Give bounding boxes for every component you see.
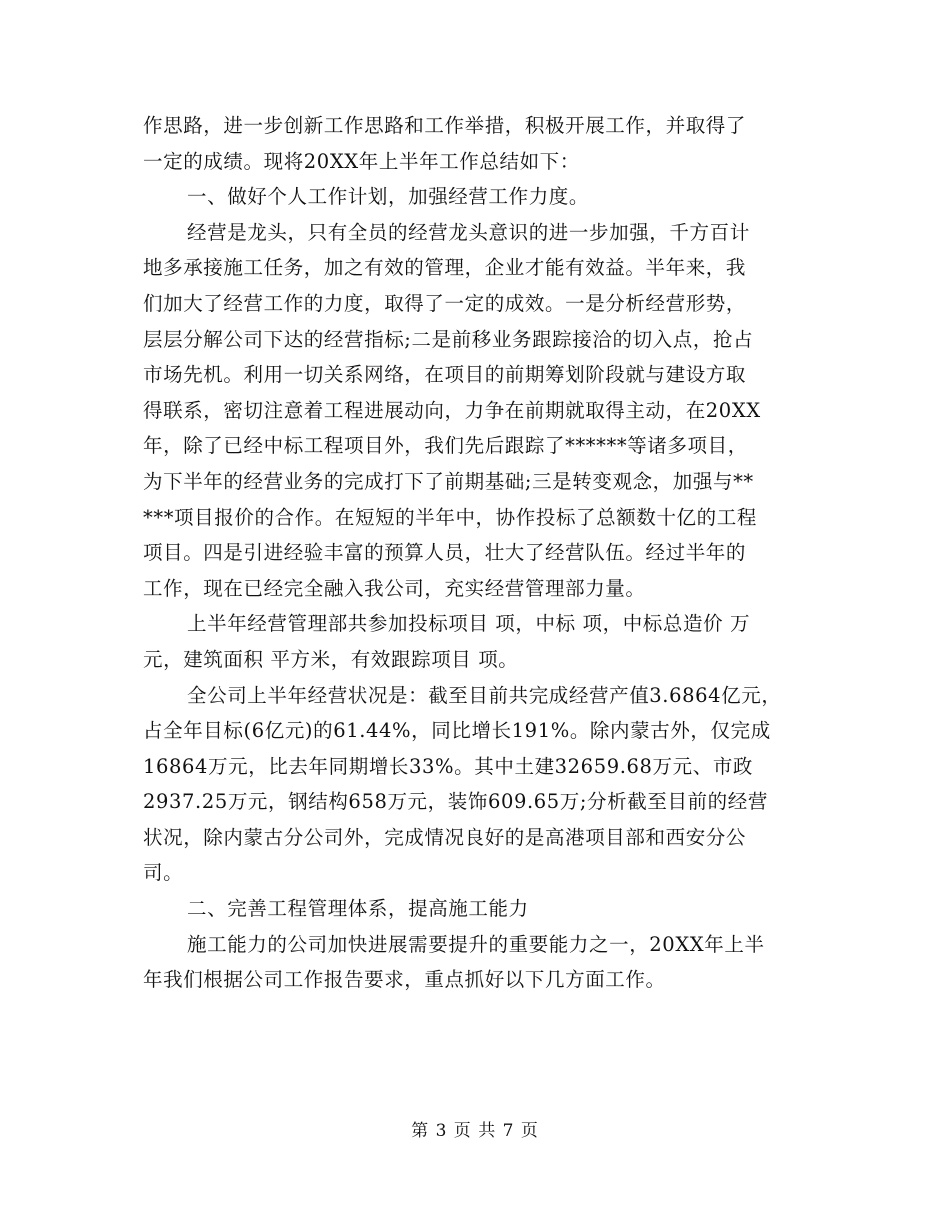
text-line-12: ***项目报价的合作。在短短的半年中，协作投标了总额数十亿的工程 bbox=[143, 505, 757, 529]
section-heading-2: 二、完善工程管理体系，提高施工能力 bbox=[187, 897, 529, 921]
text-line-9: 得联系，密切注意着工程进展动向，力争在前期就取得主动，在20XX bbox=[143, 398, 761, 422]
page-number-footer: 第 3 页 共 7 页 bbox=[411, 1121, 539, 1141]
section-heading-1: 一、做好个人工作计划，加强经营工作力度。 bbox=[187, 185, 590, 209]
text-line-10: 年，除了已经中标工程项目外，我们先后跟踪了******等诸多项目， bbox=[143, 434, 748, 458]
text-line-24: 施工能力的公司加快进展需要提升的重要能力之一，20XX年上半 bbox=[187, 932, 765, 956]
text-line-22: 司。 bbox=[143, 861, 184, 885]
text-line-2: 一定的成绩。现将20XX年上半年工作总结如下： bbox=[143, 149, 580, 173]
text-line-19: 16864万元，比去年同期增长33%。其中土建32659.68万元、市政 bbox=[143, 754, 754, 778]
text-line-11: 为下半年的经营业务的完成打下了前期基础;三是转变观念，加强与** bbox=[143, 469, 754, 493]
text-line-15: 上半年经营管理部共参加投标项目 项，中标 项，中标总造价 万 bbox=[187, 612, 751, 636]
text-line-13: 项目。四是引进经验丰富的预算人员，壮大了经营队伍。经过半年的 bbox=[143, 541, 747, 565]
text-line-18: 占全年目标(6亿元)的61.44%，同比增长191%。除内蒙古外，仅完成 bbox=[143, 719, 771, 743]
text-line-6: 们加大了经营工作的力度，取得了一定的成效。一是分析经营形势， bbox=[143, 291, 747, 315]
text-line-7: 层层分解公司下达的经营指标;二是前移业务跟踪接洽的切入点，抢占 bbox=[143, 327, 754, 351]
text-line-17: 全公司上半年经营状况是：截至目前共完成经营产值3.6864亿元， bbox=[187, 683, 782, 707]
text-line-25: 年我们根据公司工作报告要求，重点抓好以下几方面工作。 bbox=[143, 968, 666, 992]
text-line-20: 2937.25万元，钢结构658万元，装饰609.65万;分析截至目前的经营 bbox=[143, 790, 768, 814]
text-line-21: 状况，除内蒙古分公司外，完成情况良好的是高港项目部和西安分公 bbox=[143, 825, 747, 849]
text-line-1: 作思路，进一步创新工作思路和工作举措，积极开展工作，并取得了 bbox=[143, 114, 747, 137]
text-line-14: 工作，现在已经完全融入我公司，充实经营管理部力量。 bbox=[143, 576, 646, 600]
body-text bbox=[143, 108, 815, 998]
text-line-4: 经营是龙头，只有全员的经营龙头意识的进一步加强，千方百计 bbox=[187, 220, 750, 244]
text-line-5: 地多承接施工任务，加之有效的管理，企业才能有效益。半年来，我 bbox=[143, 256, 747, 280]
text-line-16: 元，建筑面积 平方米，有效跟踪项目 项。 bbox=[143, 647, 519, 671]
text-line-8: 市场先机。利用一切关系网络，在项目的前期筹划阶段就与建设方取 bbox=[143, 363, 747, 387]
